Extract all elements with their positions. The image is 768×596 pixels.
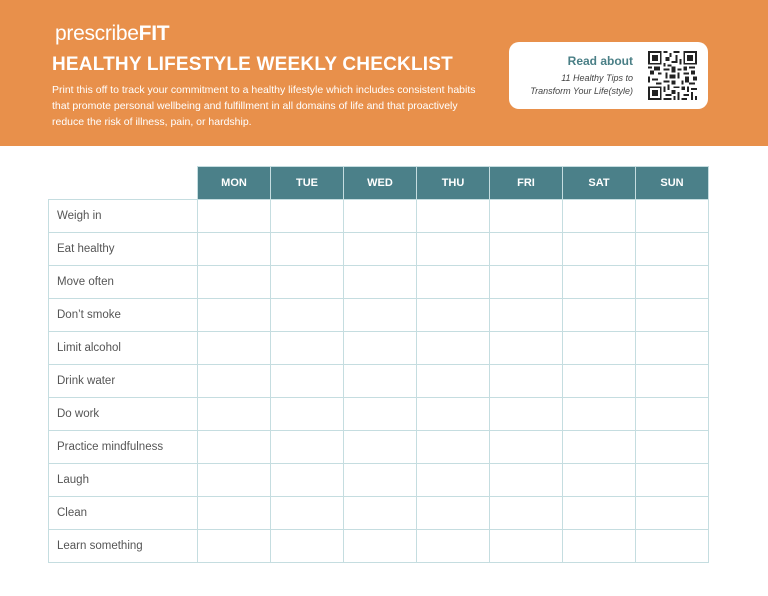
check-cell[interactable]: [490, 233, 563, 266]
day-header-wed: WED: [344, 167, 417, 200]
header-banner: [0, 0, 768, 146]
check-cell[interactable]: [636, 266, 709, 299]
check-cell[interactable]: [563, 365, 636, 398]
check-cell[interactable]: [198, 530, 271, 563]
day-header-tue: TUE: [271, 167, 344, 200]
table-row: [49, 299, 709, 332]
table-row: [49, 266, 709, 299]
check-cell[interactable]: [344, 365, 417, 398]
check-cell[interactable]: [490, 365, 563, 398]
check-cell[interactable]: [271, 299, 344, 332]
check-cell[interactable]: [271, 497, 344, 530]
check-cell[interactable]: [490, 431, 563, 464]
habit-label-dont-smoke: Don’t smoke: [49, 299, 198, 332]
check-cell[interactable]: [636, 299, 709, 332]
check-cell[interactable]: [344, 398, 417, 431]
check-cell[interactable]: [563, 299, 636, 332]
table-row: [49, 365, 709, 398]
check-cell[interactable]: [198, 332, 271, 365]
check-cell[interactable]: [490, 398, 563, 431]
table-row: [49, 332, 709, 365]
habit-label-limit-alcohol: Limit alcohol: [49, 332, 198, 365]
check-cell[interactable]: [198, 266, 271, 299]
check-cell[interactable]: [417, 200, 490, 233]
table-row: [49, 530, 709, 563]
check-cell[interactable]: [563, 200, 636, 233]
check-cell[interactable]: [271, 266, 344, 299]
habit-label-drink-water: Drink water: [49, 365, 198, 398]
check-cell[interactable]: [198, 299, 271, 332]
check-cell[interactable]: [417, 464, 490, 497]
check-cell[interactable]: [490, 266, 563, 299]
check-cell[interactable]: [490, 332, 563, 365]
day-header-thu: THU: [417, 167, 490, 200]
check-cell[interactable]: [271, 464, 344, 497]
habit-label-do-work: Do work: [49, 398, 198, 431]
check-cell[interactable]: [563, 497, 636, 530]
check-cell[interactable]: [490, 530, 563, 563]
check-cell[interactable]: [563, 530, 636, 563]
check-cell[interactable]: [344, 200, 417, 233]
read-about-heading: Read about: [567, 54, 633, 68]
check-cell[interactable]: [417, 431, 490, 464]
check-cell[interactable]: [271, 365, 344, 398]
check-cell[interactable]: [490, 464, 563, 497]
check-cell[interactable]: [417, 332, 490, 365]
day-header-sat: SAT: [563, 167, 636, 200]
check-cell[interactable]: [563, 398, 636, 431]
corner-blank: [49, 167, 198, 200]
read-about-line-2: Transform Your Life(style): [530, 86, 633, 96]
brand-logo: [55, 22, 169, 46]
check-cell[interactable]: [417, 233, 490, 266]
habit-label-weigh-in: Weigh in: [49, 200, 198, 233]
check-cell[interactable]: [271, 398, 344, 431]
check-cell[interactable]: [563, 431, 636, 464]
check-cell[interactable]: [563, 266, 636, 299]
check-cell[interactable]: [636, 530, 709, 563]
check-cell[interactable]: [198, 464, 271, 497]
check-cell[interactable]: [636, 233, 709, 266]
check-cell[interactable]: [198, 200, 271, 233]
check-cell[interactable]: [198, 398, 271, 431]
table-row: [49, 497, 709, 530]
check-cell[interactable]: [198, 497, 271, 530]
check-cell[interactable]: [344, 299, 417, 332]
table-row: [49, 464, 709, 497]
check-cell[interactable]: [563, 464, 636, 497]
check-cell[interactable]: [344, 266, 417, 299]
logo-suffix: FIT: [138, 22, 170, 45]
check-cell[interactable]: [563, 233, 636, 266]
day-header-row: [49, 167, 709, 200]
check-cell[interactable]: [636, 431, 709, 464]
page-title: HEALTHY LIFESTYLE WEEKLY CHECKLIST: [52, 54, 453, 75]
check-cell[interactable]: [490, 200, 563, 233]
qr-code-icon[interactable]: [648, 51, 697, 100]
read-about-subtitle: [530, 72, 633, 98]
habit-label-practice-mindfulness: Practice mindfulness: [49, 431, 198, 464]
check-cell[interactable]: [563, 332, 636, 365]
check-cell[interactable]: [636, 365, 709, 398]
table-row: [49, 398, 709, 431]
check-cell[interactable]: [198, 431, 271, 464]
check-cell[interactable]: [636, 332, 709, 365]
check-cell[interactable]: [417, 398, 490, 431]
habit-label-clean: Clean: [49, 497, 198, 530]
day-header-sun: SUN: [636, 167, 709, 200]
check-cell[interactable]: [271, 200, 344, 233]
check-cell[interactable]: [344, 464, 417, 497]
table-row: [49, 431, 709, 464]
check-cell[interactable]: [344, 431, 417, 464]
check-cell[interactable]: [271, 332, 344, 365]
check-cell[interactable]: [271, 233, 344, 266]
check-cell[interactable]: [271, 530, 344, 563]
check-cell[interactable]: [417, 299, 490, 332]
weekly-checklist-table: [48, 166, 709, 563]
check-cell[interactable]: [417, 266, 490, 299]
day-header-mon: MON: [198, 167, 271, 200]
check-cell[interactable]: [344, 332, 417, 365]
page-description: Print this off to track your commitment to a healthy lifestyle which includes consistent habits that promote personal wellbeing and fulfillment in all domains of life and that proactively reduce the risk of illness, pain, or hardship.: [52, 84, 476, 128]
check-cell[interactable]: [344, 497, 417, 530]
check-cell[interactable]: [344, 233, 417, 266]
check-cell[interactable]: [636, 497, 709, 530]
check-cell[interactable]: [198, 365, 271, 398]
check-cell[interactable]: [490, 299, 563, 332]
logo-prefix: prescribe: [55, 22, 139, 45]
check-cell[interactable]: [490, 497, 563, 530]
check-cell[interactable]: [417, 365, 490, 398]
habit-label-move-often: Move often: [49, 266, 198, 299]
habit-label-laugh: Laugh: [49, 464, 198, 497]
check-cell[interactable]: [198, 233, 271, 266]
table-row: [49, 233, 709, 266]
check-cell[interactable]: [344, 530, 417, 563]
table-row: [49, 200, 709, 233]
check-cell[interactable]: [636, 398, 709, 431]
check-cell[interactable]: [417, 497, 490, 530]
day-header-fri: FRI: [490, 167, 563, 200]
check-cell[interactable]: [636, 200, 709, 233]
check-cell[interactable]: [636, 464, 709, 497]
read-about-line-1: 11 Healthy Tips to: [561, 73, 633, 83]
habit-label-learn-something: Learn something: [49, 530, 198, 563]
check-cell[interactable]: [271, 431, 344, 464]
check-cell[interactable]: [417, 530, 490, 563]
habit-label-eat-healthy: Eat healthy: [49, 233, 198, 266]
read-about-card[interactable]: [509, 42, 708, 109]
